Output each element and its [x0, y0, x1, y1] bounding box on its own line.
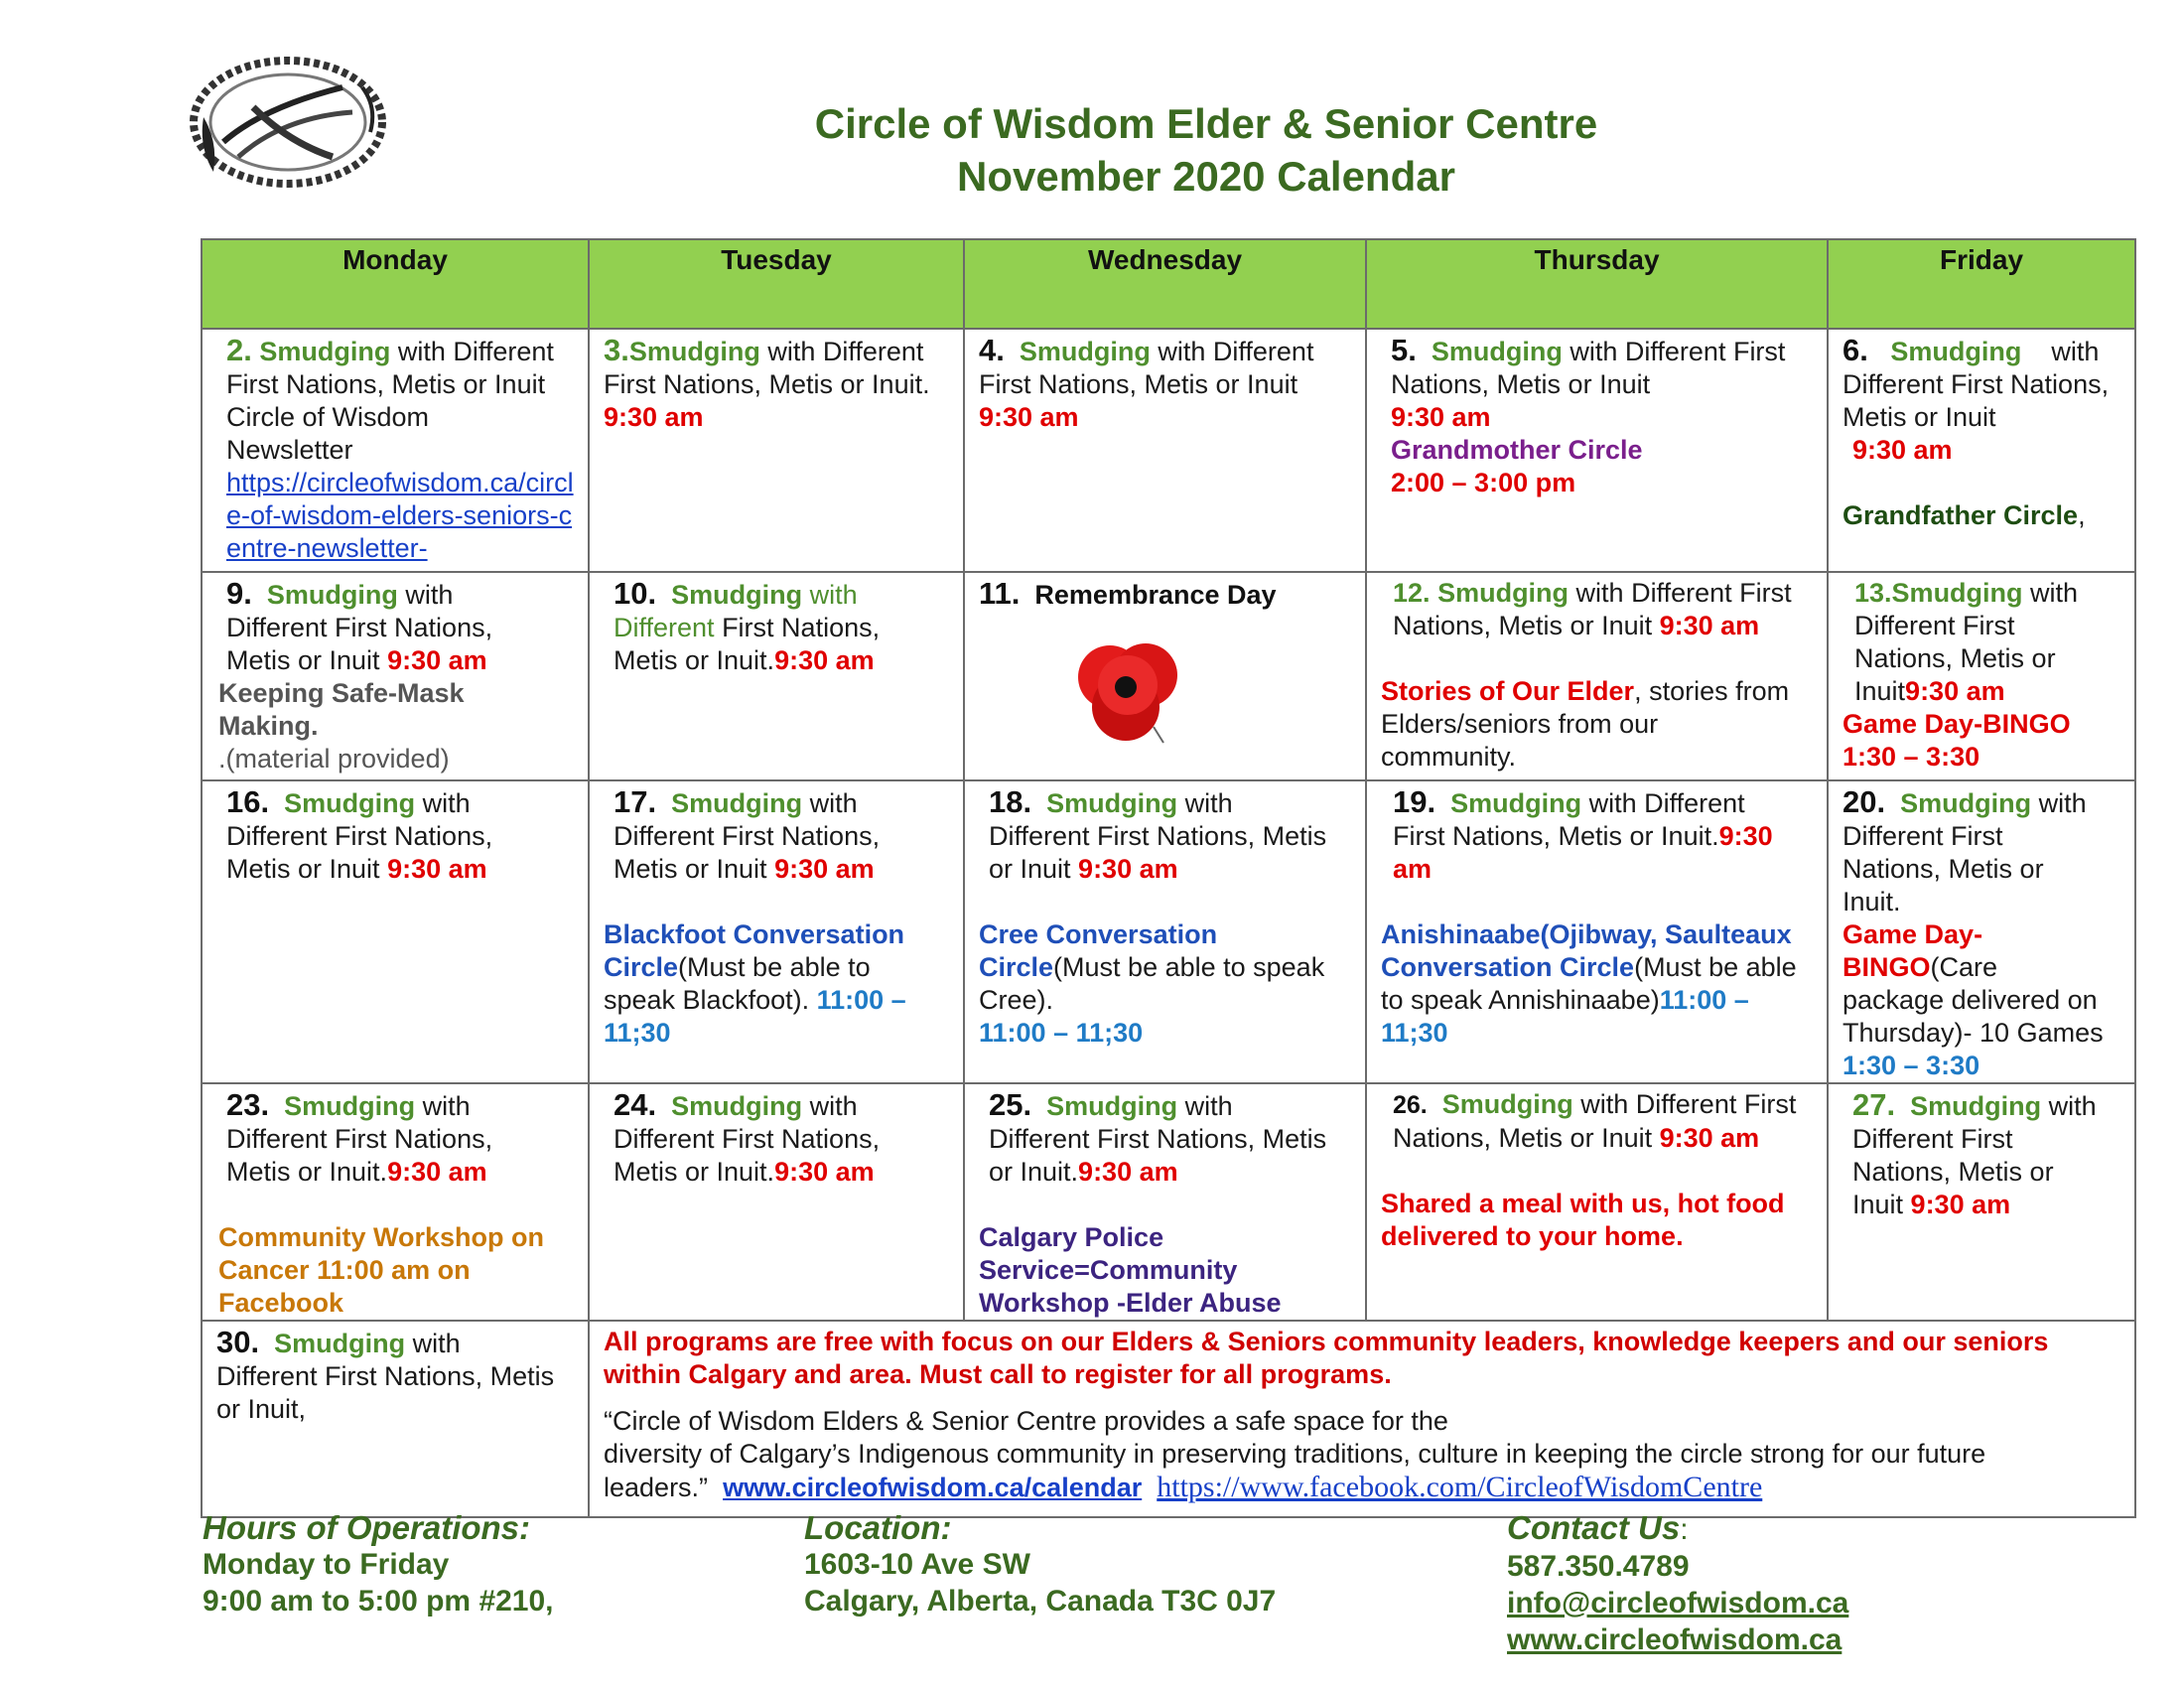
weekday-wednesday: Wednesday	[964, 239, 1366, 329]
remembrance-day-label: Remembrance Day	[1034, 580, 1277, 610]
day-10-cell: 10. Smudging with Different First Nations, Metis or Inuit.9:30 am	[589, 572, 964, 780]
contact-section: Contact Us: 587.350.4789 info@circleofwisdom.ca www.circleofwisdom.ca	[1507, 1509, 1849, 1656]
weekday-thursday: Thursday	[1366, 239, 1828, 329]
day-18-cell: 18. Smudging with Different First Nations, Metis or Inuit 9:30 am Cree Conversation Circle(Must be able to speak Cree). 11:00 – 11;30	[964, 780, 1366, 1083]
mask-making-event: Keeping Safe-Mask	[218, 678, 465, 708]
day-13-cell: 13.Smudging with Different First Nations, Metis or Inuit9:30 am Game Day-BINGO 1:30 – 3:30	[1828, 572, 2135, 780]
day-27-cell: 27. Smudging with Different First Nations, Metis or Inuit 9:30 am	[1828, 1083, 2135, 1321]
email-link[interactable]: info@circleofwisdom.ca	[1507, 1587, 1849, 1619]
day-4-cell: 4. Smudging with Different First Nations, Metis or Inuit 9:30 am	[964, 329, 1366, 572]
weekday-friday: Friday	[1828, 239, 2135, 329]
day-17-cell: 17. Smudging with Different First Nations, Metis or Inuit 9:30 am Blackfoot Conversation Circle(Must be able to speak Blackfoot). 11:00 – 11;30	[589, 780, 964, 1083]
day-24-cell: 24. Smudging with Different First Nations, Metis or Inuit.9:30 am	[589, 1083, 964, 1321]
day-25-cell: 25. Smudging with Different First Nations, Metis or Inuit.9:30 am Calgary Police Service=Community Workshop -Elder Abuse	[964, 1083, 1366, 1321]
day-3-cell: 3.Smudging with Different First Nations, Metis or Inuit. 9:30 am	[589, 329, 964, 572]
newsletter-link[interactable]: https://circleofwisdom.ca/circle-of-wisdom-elders-seniors-centre-newsletter-	[226, 468, 574, 563]
grandfather-circle-event: Grandfather Circle	[1843, 500, 2079, 530]
cancer-workshop-event: Community Workshop on	[218, 1222, 544, 1252]
weekday-tuesday: Tuesday	[589, 239, 964, 329]
day-20-cell: 20. Smudging with Different First Nations, Metis or Inuit. Game Day- BINGO(Care package delivered on Thursday)- 10 Games 1:30 – 3:30	[1828, 780, 2135, 1083]
day-11-cell: 11. Remembrance Day	[964, 572, 1366, 780]
day-6-cell: 6. Smudging with Different First Nations, Metis or Inuit 9:30 am Grandfather Circle,	[1828, 329, 2135, 572]
blackfoot-conversation-event: Blackfoot Conversation	[604, 919, 905, 949]
day-12-cell: 12. Smudging with Different First Nations, Metis or Inuit 9:30 am Stories of Our Elder, stories from Elders/seniors from our community.	[1366, 572, 1828, 780]
mission-quote: “Circle of Wisdom Elders & Senior Centre provides a safe space for the	[604, 1406, 1448, 1436]
page-subtitle: November 2020 Calendar	[957, 153, 1455, 200]
day-5-cell: 5. Smudging with Different First Nations, Metis or Inuit 9:30 am Grandmother Circle 2:00 – 3:00 pm	[1366, 329, 1828, 572]
day-30-cell: 30. Smudging with Different First Nations, Metis or Inuit,	[202, 1321, 589, 1517]
stories-of-our-elder-event: Stories of Our Elder	[1381, 676, 1635, 706]
bingo-care-package-event: Game Day-	[1843, 919, 1983, 949]
police-workshop-event: Calgary Police	[979, 1222, 1164, 1252]
grandmother-circle-event: Grandmother Circle	[1391, 435, 1643, 465]
facebook-link[interactable]: https://www.facebook.com/CircleofWisdomCentre	[1157, 1471, 1763, 1503]
notice-cell: All programs are free with focus on our Elders & Seniors community leaders, knowledge keepers and our seniors within Calgary and area. Must call to register for all programs. “Circle of Wisdom Elders & Senior Centre provides a safe space for the diversity of Calgary’s Indigenous community in preserving traditions, culture in keeping the circle strong for our future leaders.” www.circleofwisdom.ca/calendar https://www.facebook.com/CircleofWisdomCentre	[589, 1321, 2135, 1517]
bingo-event: Game Day-BINGO	[1843, 709, 2071, 739]
day-26-cell: 26. Smudging with Different First Nations, Metis or Inuit 9:30 am Shared a meal with us, hot food delivered to your home.	[1366, 1083, 1828, 1321]
day-2-cell: 2. Smudging with Different First Nations, Metis or Inuit Circle of Wisdom Newsletter https://circleofwisdom.ca/circle-of-wisdom-elders-seniors-centre-newsletter-	[202, 329, 589, 572]
day-number: 2.	[226, 333, 252, 367]
day-9-cell: 9. Smudging with Different First Nations, Metis or Inuit 9:30 am Keeping Safe-Mask Making. .(material provided)	[202, 572, 589, 780]
day-23-cell: 23. Smudging with Different First Nations, Metis or Inuit.9:30 am Community Workshop on Cancer 11:00 am on Facebook	[202, 1083, 589, 1321]
location-section: Location: 1603-10 Ave SW Calgary, Alberta, Canada T3C 0J7	[804, 1509, 1277, 1618]
calendar-table	[201, 238, 2136, 1518]
anishinaabe-conversation-event: Anishinaabe(Ojibway, Saulteaux	[1381, 919, 1792, 949]
page-title: Circle of Wisdom Elder & Senior Centre	[814, 100, 1598, 147]
day-19-cell: 19. Smudging with Different First Nations, Metis or Inuit.9:30 am Anishinaabe(Ojibway, Saulteaux Conversation Circle(Must be able to speak Annishinaabe)11:00 – 11;30	[1366, 780, 1828, 1083]
calendar-link[interactable]: www.circleofwisdom.ca/calendar	[723, 1473, 1143, 1502]
shared-meal-event: Shared a meal with us, hot food	[1381, 1189, 1785, 1218]
weekday-monday: Monday	[202, 239, 589, 329]
hours-section: Hours of Operations: Monday to Friday 9:00 am to 5:00 pm #210,	[203, 1509, 554, 1618]
notice-text: All programs are free with focus on our Elders & Seniors community leaders, knowledge keepers and our seniors within Calgary and area. Must call to register for all programs.	[604, 1327, 2049, 1389]
poppy-icon	[1068, 630, 1187, 749]
website-link[interactable]: www.circleofwisdom.ca	[1507, 1623, 1843, 1656]
day-16-cell: 16. Smudging with Different First Nations, Metis or Inuit 9:30 am	[202, 780, 589, 1083]
cree-conversation-event: Cree Conversation	[979, 919, 1218, 949]
